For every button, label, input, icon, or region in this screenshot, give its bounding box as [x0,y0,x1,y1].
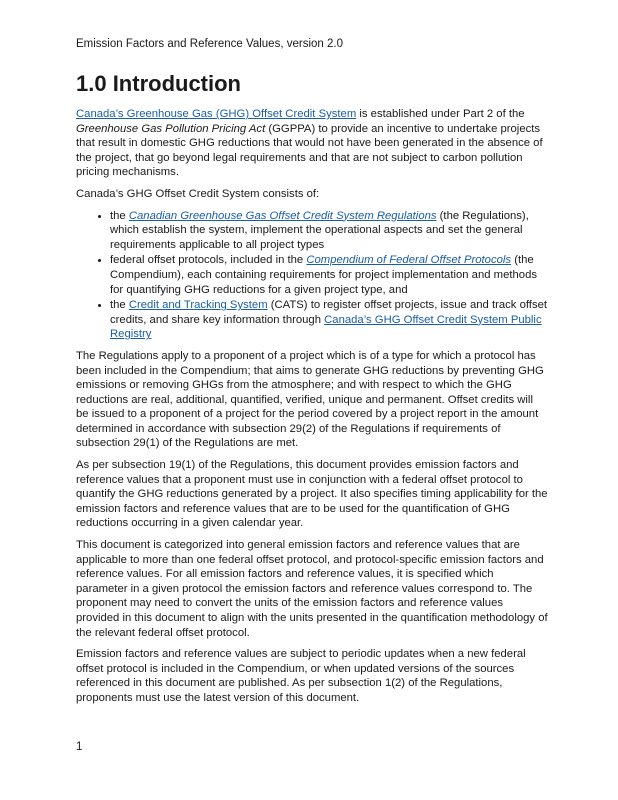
categorization-paragraph: This document is categorized into general emission factors and reference values that are applicable to more than one federal offset protocol, and protocol-specific emission factors and reference values. For all emission factors and reference values, it is specified which parameter in a given protocol the emission factors and reference values correspond to. The proponent may need to convert the units of the emission factors and reference values provided in this document to align with the units presented in the quantification methodology of the relevant federal offset protocol. [76,539,548,639]
list-item-text: (the Regulations), which establish the system, implement the operational aspects and set the general requirements applicable to all project types [110,209,529,251]
list-item-text: federal offset protocols, included in the [110,254,307,267]
list-item-cats [110,298,548,342]
list-item-text: (the Compendium), each containing requirements for project implementation and methods for quantifying GHG reductions for a given project type, and [110,254,537,296]
updates-paragraph: Emission factors and reference values are subject to periodic updates when a new federal offset protocol is included in the Compendium, or when updated versions of the sources referenced in this document are published. As per subsection 1(2) of the Regulations, proponents must use the latest version of this document. [76,648,526,704]
list-item-text: the [110,209,129,222]
regulations-link[interactable]: Canadian Greenhouse Gas Offset Credit System Regulations [128,209,437,222]
intro-paragraph [76,107,548,180]
regulations-paragraph: The Regulations apply to a proponent of a project which is of a type for which a protocol has been included in the Compendium; that aims to generate GHG reductions by preventing GHG emissions or removing GHGs from the atmosphere; and with respect to which the GHG reductions are real, additional, quantified, verified, unique and permanent. Offset credits will be issued to a proponent of a project for the period covered by a project report in the amount determined in accordance with subsection 29(2) of the Regulations if requirements of subsection 29(1) of the Regulations are met. [76,349,544,450]
purpose-paragraph: As per subsection 19(1) of the Regulations, this document provides emission factors and reference values that a proponent must use in conjunction with a federal offset protocol to quantify the GHG reductions generated by a project. It also specifies timing applicability for the emission factors and reference values that are to be used for the quantification of GHG reductions occurring in a given calendar year. [76,459,548,530]
list-item-compendium [110,253,548,297]
running-header: Emission Factors and Reference Values, version 2.0 [76,38,343,50]
list-item-text: the [110,299,129,312]
list-item-text: (CATS) to register offset projects, issue and track offset credits, and share key information through [110,299,548,326]
components-intro: Canada’s GHG Offset Credit System consists of: [76,187,320,200]
components-list [76,209,548,342]
section-title: 1.0 Introduction [76,71,241,96]
section-body [76,107,548,713]
intro-text-1: is established under Part 2 of the [356,108,525,120]
public-registry-link[interactable]: Canada’s GHG Offset Credit System Public Registry [110,313,542,341]
page-number: 1 [76,741,83,753]
intro-text-2: (GGPPA) to provide an incentive to undertake projects that result in domestic GHG reductions that would not have been generated in the absence of the project, that go beyond legal requirements and that are not subject to carbon pollution pricing mechanisms. [76,122,543,179]
compendium-link[interactable]: Compendium of Federal Offset Protocols [306,254,512,267]
offset-credit-system-link[interactable]: Canada’s Greenhouse Gas (GHG) Offset Credit System [76,108,357,120]
act-name: Greenhouse Gas Pollution Pricing Act [76,122,266,135]
cats-link[interactable]: Credit and Tracking System [128,299,268,312]
list-item-regulations [110,209,548,253]
